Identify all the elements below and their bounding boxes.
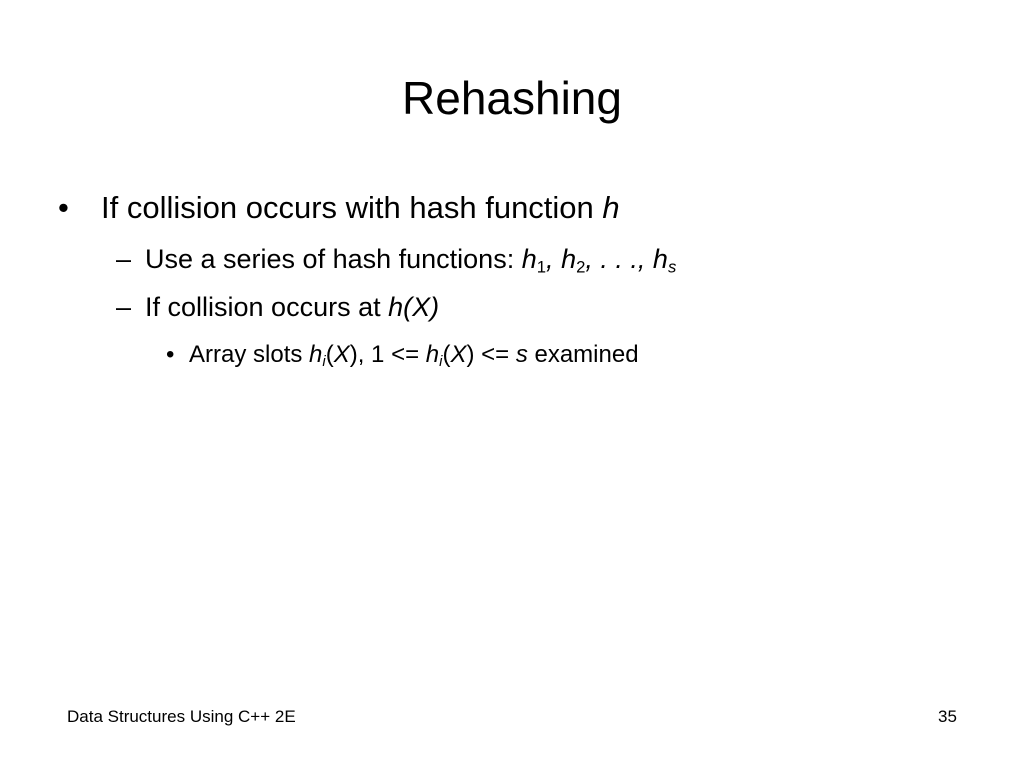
var-hs: h bbox=[652, 244, 668, 274]
var-x-2: X bbox=[450, 341, 467, 368]
sub-sub-bullet-array-slots bbox=[166, 340, 639, 370]
sub-bullet-hash-series bbox=[116, 243, 676, 275]
var-s: s bbox=[515, 341, 528, 368]
sub-i-text: i bbox=[322, 354, 326, 371]
var-h: h bbox=[309, 341, 323, 368]
bullet-text: If collision occurs with hash function bbox=[101, 190, 603, 225]
text-le: ) <= bbox=[466, 341, 516, 368]
sub-2: 2 bbox=[576, 257, 586, 277]
footer-page-number: 35 bbox=[938, 707, 957, 726]
sub-bullet-collision-at bbox=[116, 291, 439, 323]
var-h-2: h bbox=[425, 341, 440, 368]
var-h1: h bbox=[521, 244, 537, 274]
bullet-marker: • bbox=[58, 190, 69, 225]
ellipsis: , . . ., bbox=[585, 244, 653, 274]
footer-book-title: Data Structures Using C++ 2E bbox=[67, 707, 296, 726]
sub-1: 1 bbox=[536, 257, 547, 277]
sub-s bbox=[668, 258, 676, 277]
bullet-level-1 bbox=[58, 190, 620, 226]
var-h2: h bbox=[561, 244, 577, 274]
sub-i-2-text: i bbox=[439, 354, 443, 371]
sub-s-text: s bbox=[667, 257, 677, 277]
sep: , bbox=[546, 244, 562, 274]
var-x: X bbox=[333, 341, 350, 368]
dash-marker: – bbox=[116, 292, 132, 322]
bullet-var-h: h bbox=[602, 190, 620, 225]
sub-bullet-text: Use a series of hash functions: bbox=[145, 244, 522, 274]
slide-title: Rehashing bbox=[402, 72, 622, 124]
text-array-slots: Array slots bbox=[189, 341, 310, 368]
sub-bullet-text: If collision occurs at bbox=[145, 292, 389, 322]
paren-open: ( bbox=[325, 341, 334, 368]
expr-hx: h(X) bbox=[388, 292, 440, 322]
dash-marker: – bbox=[116, 244, 132, 274]
paren-open-2: ( bbox=[442, 341, 451, 368]
bullet-marker: • bbox=[166, 341, 175, 368]
text-middle: ), 1 <= bbox=[349, 341, 426, 368]
text-examined: examined bbox=[527, 341, 639, 368]
